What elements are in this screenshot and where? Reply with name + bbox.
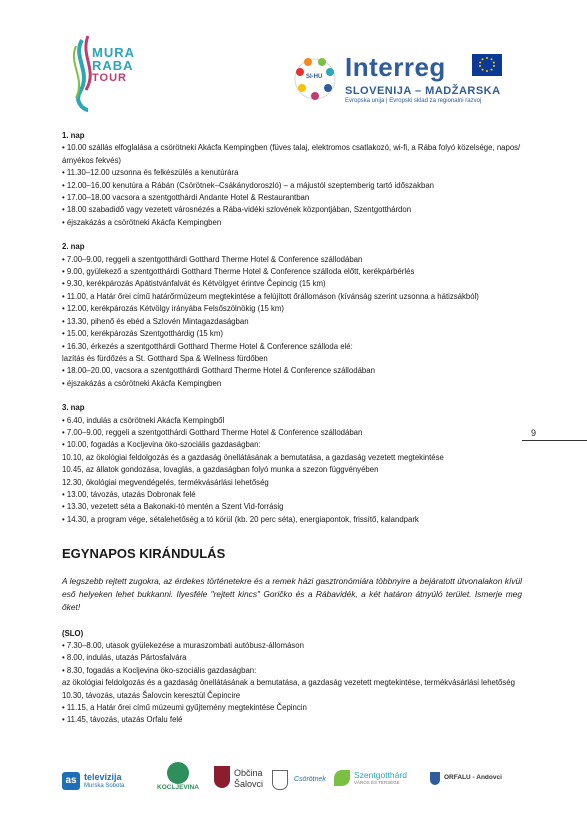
page-rule [522, 440, 587, 441]
leaf-icon [334, 770, 350, 786]
list-item: • 9.00, gyülekező a szentgotthárdi Gotthard Therme Hotel & Conference szálloda előtt, kerékpárbérlés [62, 267, 415, 277]
list-item: • 12.00–16.00 kenutúra a Rábán (Csörötnek–Csákánydoroszló) – a májustól szeptemberig tartó időszakban [62, 180, 434, 190]
list-item: • 7.00–9.00, reggeli a szentgotthárdi Gotthard Therme Hotel & Conference szállodában [62, 254, 363, 264]
list-item: • éjszakázás a csörötneki Akácfa Kempingben [62, 378, 222, 388]
list-item: • 6.40, indulás a csörötneki Akácfa Kempingből [62, 415, 225, 425]
eu-flag-icon [472, 54, 502, 76]
list-item: • 11.45, távozás, utazás Orfalu felé [62, 715, 183, 725]
list-item: • 8.30, fogadás a Kocljevina öko-szociális gazdaságban: [62, 665, 257, 675]
list-item: • 13.00, távozás, utazás Dobronak felé [62, 489, 196, 499]
interreg-subtitle: SLOVENIJA – MADŽARSKA [345, 85, 501, 97]
footer-logos: as televizija Murska Sobota KOCLJEVINA Občina Šalovci Csörötnek Szentgotthárd VÁROS ÉS TÉRSÉGE ORFALU - Andovci [62, 760, 522, 810]
interreg-fund-text: Evropska unija | Evropski sklad za regionalni razvoj [345, 98, 482, 104]
list-item: • 8.00, indulás, utazás Pártosfalvára [62, 653, 187, 663]
list-item: • 11.15, a Határ őrei című múzeumi gyűjtemény megtekintése Čepincin [62, 703, 307, 713]
kocljevina-icon [167, 762, 189, 784]
list-item: 10.45, az állatok gondozása, lovaglás, a gazdaságban folyó munka a szezon függvényében [62, 465, 379, 475]
list-item: • 7.30–8.00, utasok gyülekezése a muraszombati autóbusz-állomáson [62, 641, 304, 650]
day3-title: 3. nap [62, 403, 85, 413]
page-header [0, 0, 587, 120]
si-hu-badge: SI-HU [306, 74, 323, 80]
tv-icon: as [62, 772, 80, 790]
list-item: • éjszakázás a csörötneki Akácfa Kempingben [62, 217, 222, 227]
szentgotthard-logo: Szentgotthárd VÁROS ÉS TÉRSÉGE [354, 770, 407, 785]
list-item: • 11.00, a Határ őrei című határőrmúzeum megtekintése a felújított őrállomáson (kívánság szerint uzsonna a hátizsákból) [62, 291, 479, 301]
oneday-title: EGYNAPOS KIRÁNDULÁS [62, 546, 226, 562]
csorotnek-logo: Csörötnek [294, 776, 326, 783]
list-item: 10.30, távozás, utazás Šalovcin keresztül Čepincire [62, 690, 241, 700]
list-item: az ökológiai feldolgozás és a gazdaság önellátásának a bemutatása, a gazdaság vezetett megtekintése, termékvásárlási lehetőség [62, 678, 515, 688]
slo-title: (SLO) [62, 628, 84, 638]
program-content [62, 130, 522, 727]
kocljevina-logo: KOCLJEVINA [154, 762, 202, 791]
list-item: • 13.30, vezetett séta a Bakonaki-tó mentén a Szent Vid-forrásig [62, 502, 284, 512]
list-item: • 10.00 szállás elfoglalása a csörötneki Akácfa Kempingben (füves talaj, elektromos csatlakozó, wi-fi, a Rába folyó közelsége, napos/árnyékos fekvés) [62, 143, 521, 165]
list-item: • 14.30, a program vége, sétalehetőség a tó körül (kb. 20 perc séta), energiapontok, frissítő, kalandpark [62, 514, 419, 524]
orfalu-crest-icon [430, 772, 440, 785]
list-item: • 18.00 szabadidő vagy vezetett városnézés a Rába-vidéki szlovének központjában, Szentgotthárdon [62, 205, 412, 215]
salovci-crest-icon [214, 766, 230, 788]
list-item: • 15.00, kerékpározás Szentgotthárdig (15 km) [62, 329, 223, 339]
day2-title: 2. nap [62, 242, 85, 252]
crest-icon [272, 770, 288, 790]
list-item: • 13.30, pihenő és ebéd a Szlovén Mintagazdaságban [62, 316, 249, 326]
mura-raba-tour-text: MURA RABA TOUR [92, 45, 135, 84]
list-item: lazítás és fürdőzés a St. Gotthard Spa & Wellness fürdőben [62, 353, 268, 363]
page-number: 9 [531, 428, 537, 438]
list-item: • 17.00–18.00 vacsora a szentgotthárdi Andante Hotel & Restaurantban [62, 193, 310, 203]
list-item: • 12.00, kerékpározás Kétvölgy irányába Felsőszölnökig (15 km) [62, 304, 285, 314]
interreg-title: Interreg [345, 52, 446, 82]
list-item: 12.30, ökológiai megvendégelés, termékvásárlási lehetőség [62, 477, 269, 487]
list-item: • 18.00–20.00, vacsora a szentgotthárdi Gotthard Therme Hotel & Conference szállodában [62, 366, 375, 376]
list-item: • 7.00–9.00, reggeli a szentgotthárdi Gotthard Therme Hotel & Conference szállodában [62, 427, 363, 437]
list-item: • 10.00, fogadás a Kocljevina öko-szociális gazdaságban: [62, 440, 261, 450]
list-item: • 11.30–12.00 uzsonna és felkészülés a kenutúrára [62, 168, 239, 178]
day1-title: 1. nap [62, 131, 85, 140]
oneday-intro: A legszebb rejtett zugokra, az érdekes történetekre és a remek házi gasztronómiára többnyire a bejáratott útvonalakon kívül eső helyeken lehet bukkanni. Ilyesféle "rejtett kincs" Goričko és a Rábavidék, a két határon átnyúló terület. Ismerje meg őket! [62, 575, 522, 612]
list-item: • 9.30, kerékpározás Apátistvánfalvát és Kétvölgyet érintve Čepincig (15 km) [62, 279, 326, 289]
list-item: 10.10, az ökológiai feldolgozás és a gazdaság önellátásának a bemutatása, a gazdaság vezetett megtekintése [62, 452, 444, 462]
list-item: • 16.30, érkezés a szentgotthárdi Gotthard Therme Hotel & Conference szálloda elé: [62, 341, 353, 351]
